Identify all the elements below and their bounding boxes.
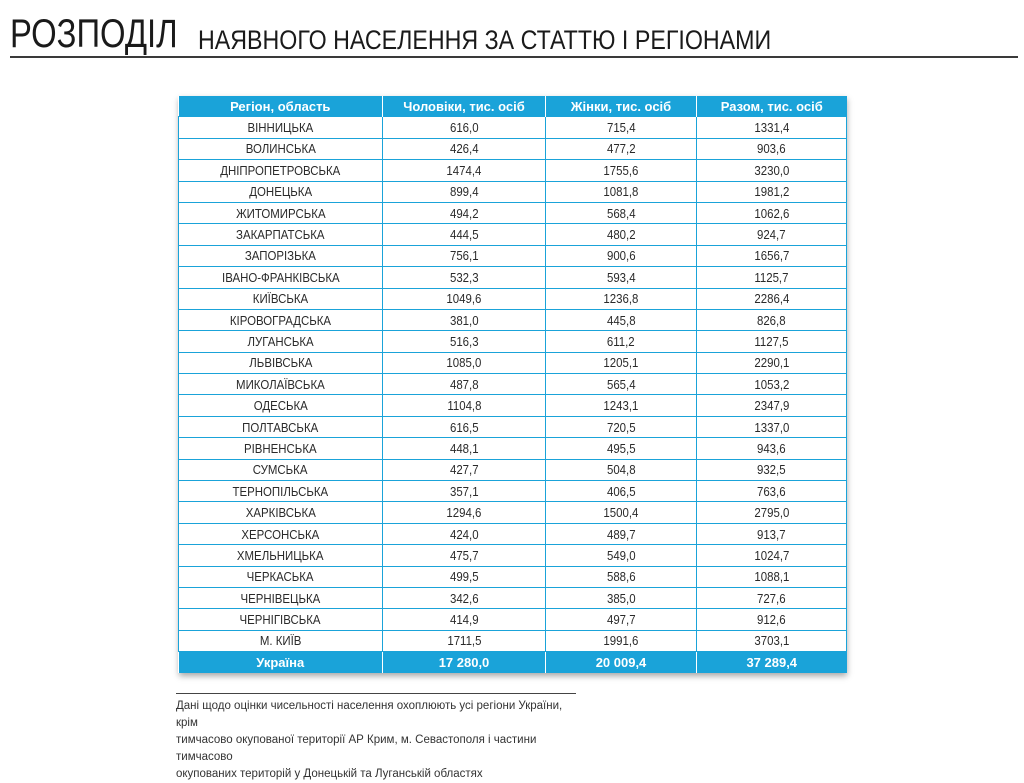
table-row <box>179 309 847 330</box>
cell-text: 903,6 <box>757 141 786 157</box>
region-cell <box>179 267 383 288</box>
cell-text: 342,6 <box>449 590 479 606</box>
table-header-row <box>179 96 847 117</box>
cell-text: 1024,7 <box>753 547 789 563</box>
table-row <box>179 160 847 181</box>
cell-text: 1711,5 <box>446 633 482 649</box>
cell-text: 516,3 <box>449 333 479 349</box>
cell-text: 616,0 <box>449 120 479 136</box>
cell-text: 2286,4 <box>753 291 789 307</box>
cell-text: 2347,9 <box>753 398 789 414</box>
total-cell <box>697 202 847 223</box>
table-row <box>179 630 847 651</box>
table-row <box>179 352 847 373</box>
cell-text: ЗАПОРІЗЬКА <box>244 248 317 264</box>
cell-text: 1125,7 <box>754 269 789 285</box>
men-cell <box>383 288 546 309</box>
total-women: 20 009,4 <box>546 652 697 673</box>
total-cell <box>697 502 847 523</box>
cell-text: 1991,6 <box>603 633 639 649</box>
cell-text: 385,0 <box>606 590 636 606</box>
men-cell <box>383 117 546 138</box>
cell-text: 616,5 <box>449 419 479 435</box>
cell-text: ХАРКІВСЬКА <box>245 505 316 521</box>
cell-text: 427,7 <box>449 462 479 478</box>
cell-text: 532,3 <box>449 269 479 285</box>
region-cell <box>179 331 383 352</box>
page-header <box>10 6 1018 58</box>
table-row <box>179 481 847 502</box>
cell-text: М. КИЇВ <box>259 633 302 649</box>
total-cell <box>697 523 847 544</box>
cell-text: 1331,4 <box>753 120 789 136</box>
cell-text: 424,0 <box>449 526 479 542</box>
women-cell <box>546 416 697 437</box>
cell-text: 912,6 <box>757 612 786 628</box>
men-cell <box>383 459 546 480</box>
cell-text: 406,5 <box>606 483 636 499</box>
women-cell <box>546 566 697 587</box>
cell-text: 1049,6 <box>446 291 482 307</box>
table-row <box>179 117 847 138</box>
cell-text: 1656,7 <box>753 248 789 264</box>
cell-text: РІВНЕНСЬКА <box>244 440 317 456</box>
table-row <box>179 545 847 566</box>
region-cell <box>179 138 383 159</box>
cell-text: 1474,4 <box>446 162 482 178</box>
total-cell <box>697 374 847 395</box>
cell-text: 1085,0 <box>446 355 482 371</box>
table-row <box>179 459 847 480</box>
table-total-row <box>179 652 847 673</box>
page-subtitle: НАЯВНОГО НАСЕЛЕННЯ ЗА СТАТТЮ І РЕГІОНАМИ <box>198 25 772 55</box>
table-row <box>179 245 847 266</box>
women-cell <box>546 630 697 651</box>
cell-text: ЧЕРНІВЕЦЬКА <box>240 590 321 606</box>
cell-text: 480,2 <box>606 227 636 243</box>
column-header-women: Жінки, тис. осіб <box>546 96 697 117</box>
men-cell <box>383 202 546 223</box>
cell-text: 715,4 <box>606 120 636 136</box>
women-cell <box>546 117 697 138</box>
women-cell <box>546 288 697 309</box>
column-header-region: Регіон, область <box>179 96 383 117</box>
region-cell <box>179 481 383 502</box>
women-cell <box>546 331 697 352</box>
cell-text: 489,7 <box>606 526 636 542</box>
region-cell <box>179 202 383 223</box>
table-row <box>179 587 847 608</box>
cell-text: ЧЕРНІГІВСЬКА <box>239 612 322 628</box>
men-cell <box>383 181 546 202</box>
cell-text: ЖИТОМИРСЬКА <box>235 205 326 221</box>
region-cell <box>179 438 383 459</box>
total-cell <box>697 395 847 416</box>
cell-text: ДОНЕЦЬКА <box>249 184 312 200</box>
table-row <box>179 523 847 544</box>
total-cell <box>697 352 847 373</box>
total-cell <box>697 545 847 566</box>
women-cell <box>546 459 697 480</box>
men-cell <box>383 224 546 245</box>
cell-text: 475,7 <box>449 547 479 563</box>
table-row <box>179 502 847 523</box>
cell-text: 1053,2 <box>753 376 789 392</box>
total-cell <box>697 138 847 159</box>
cell-text: 593,4 <box>606 269 636 285</box>
cell-text: ХМЕЛЬНИЦЬКА <box>237 547 324 563</box>
cell-text: 1127,5 <box>754 333 789 349</box>
cell-text: ВІННИЦЬКА <box>247 120 314 136</box>
cell-text: 448,1 <box>449 440 479 456</box>
cell-text: КІРОВОГРАДСЬКА <box>229 312 332 328</box>
cell-text: ЧЕРКАСЬКА <box>246 569 314 585</box>
total-cell <box>697 331 847 352</box>
cell-text: 495,5 <box>606 440 636 456</box>
region-cell <box>179 502 383 523</box>
cell-text: МИКОЛАЇВСЬКА <box>236 376 325 392</box>
cell-text: 3230,0 <box>753 162 789 178</box>
footnote-line: тимчасово окупованої території АР Крим, м. Севастополя і частини тимчасово <box>176 734 537 763</box>
men-cell <box>383 395 546 416</box>
cell-text: 1081,8 <box>603 184 639 200</box>
men-cell <box>383 374 546 395</box>
women-cell <box>546 224 697 245</box>
men-cell <box>383 502 546 523</box>
cell-text: 611,2 <box>607 333 635 349</box>
cell-text: 1062,6 <box>753 205 789 221</box>
women-cell <box>546 523 697 544</box>
cell-text: 1104,8 <box>446 398 482 414</box>
men-cell <box>383 331 546 352</box>
men-cell <box>383 566 546 587</box>
footnote-line: окупованих територій у Донецькій та Луганській областях <box>176 768 483 780</box>
region-cell <box>179 374 383 395</box>
cell-text: 756,1 <box>449 248 479 264</box>
cell-text: 3703,1 <box>753 633 789 649</box>
women-cell <box>546 181 697 202</box>
men-cell <box>383 160 546 181</box>
cell-text: 900,6 <box>606 248 636 264</box>
table-row <box>179 138 847 159</box>
total-cell <box>697 224 847 245</box>
population-table-container <box>178 96 846 673</box>
men-cell <box>383 481 546 502</box>
cell-text: 357,1 <box>449 483 479 499</box>
region-cell <box>179 523 383 544</box>
cell-text: 381,0 <box>449 312 479 328</box>
cell-text: ЗАКАРПАТСЬКА <box>236 227 325 243</box>
men-cell <box>383 438 546 459</box>
cell-text: ХЕРСОНСЬКА <box>241 526 320 542</box>
region-cell <box>179 288 383 309</box>
total-cell <box>697 288 847 309</box>
women-cell <box>546 374 697 395</box>
table-row <box>179 416 847 437</box>
cell-text: ТЕРНОПІЛЬСЬКА <box>232 483 329 499</box>
women-cell <box>546 502 697 523</box>
men-cell <box>383 630 546 651</box>
cell-text: 1500,4 <box>603 505 639 521</box>
table-row <box>179 224 847 245</box>
footnote <box>176 693 576 783</box>
cell-text: ДНІПРОПЕТРОВСЬКА <box>220 162 341 178</box>
region-cell <box>179 609 383 630</box>
cell-text: 913,7 <box>757 526 786 542</box>
total-cell <box>697 245 847 266</box>
women-cell <box>546 267 697 288</box>
cell-text: 1981,2 <box>753 184 789 200</box>
table-row <box>179 202 847 223</box>
cell-text: 426,4 <box>449 141 479 157</box>
women-cell <box>546 160 697 181</box>
women-cell <box>546 395 697 416</box>
total-men: 17 280,0 <box>383 652 546 673</box>
cell-text: 504,8 <box>606 462 636 478</box>
cell-text: 727,6 <box>757 590 786 606</box>
cell-text: 414,9 <box>449 612 479 628</box>
cell-text: 568,4 <box>606 205 636 221</box>
cell-text: 1755,6 <box>603 162 639 178</box>
region-cell <box>179 416 383 437</box>
table-row <box>179 181 847 202</box>
cell-text: 932,5 <box>757 462 786 478</box>
cell-text: ВОЛИНСЬКА <box>245 141 316 157</box>
total-cell <box>697 267 847 288</box>
cell-text: 720,5 <box>606 419 636 435</box>
total-cell <box>697 587 847 608</box>
region-cell <box>179 245 383 266</box>
women-cell <box>546 438 697 459</box>
region-cell <box>179 160 383 181</box>
cell-text: 924,7 <box>757 227 786 243</box>
table-row <box>179 438 847 459</box>
table-row <box>179 374 847 395</box>
cell-text: 1088,1 <box>753 569 789 585</box>
cell-text: ПОЛТАВСЬКА <box>242 419 319 435</box>
cell-text: 499,5 <box>449 569 479 585</box>
men-cell <box>383 352 546 373</box>
men-cell <box>383 245 546 266</box>
total-cell <box>697 160 847 181</box>
total-cell <box>697 181 847 202</box>
cell-text: 445,8 <box>606 312 636 328</box>
women-cell <box>546 309 697 330</box>
women-cell <box>546 587 697 608</box>
cell-text: ЛУГАНСЬКА <box>247 333 314 349</box>
men-cell <box>383 138 546 159</box>
cell-text: 549,0 <box>606 547 636 563</box>
cell-text: КИЇВСЬКА <box>252 291 309 307</box>
cell-text: ЛЬВІВСЬКА <box>248 355 313 371</box>
region-cell <box>179 459 383 480</box>
cell-text: 826,8 <box>757 312 786 328</box>
total-cell <box>697 459 847 480</box>
cell-text: 444,5 <box>449 227 479 243</box>
men-cell <box>383 609 546 630</box>
cell-text: 565,4 <box>606 376 636 392</box>
cell-text: 588,6 <box>606 569 636 585</box>
region-cell <box>179 587 383 608</box>
region-cell <box>179 566 383 587</box>
region-cell <box>179 181 383 202</box>
women-cell <box>546 352 697 373</box>
table-row <box>179 331 847 352</box>
total-all: 37 289,4 <box>697 652 847 673</box>
men-cell <box>383 267 546 288</box>
column-header-total: Разом, тис. осіб <box>697 96 847 117</box>
population-table <box>178 96 847 673</box>
total-label: Україна <box>179 652 383 673</box>
total-cell <box>697 416 847 437</box>
table-row <box>179 609 847 630</box>
total-cell <box>697 630 847 651</box>
cell-text: 943,6 <box>757 440 786 456</box>
cell-text: 494,2 <box>449 205 479 221</box>
table-row <box>179 566 847 587</box>
cell-text: 1337,0 <box>753 419 789 435</box>
women-cell <box>546 545 697 566</box>
footnote-line: Дані щодо оцінки чисельності населення охоплюють усі регіони України, крім <box>176 700 563 729</box>
cell-text: ОДЕСЬКА <box>253 398 308 414</box>
cell-text: 2795,0 <box>753 505 789 521</box>
cell-text: 477,2 <box>606 141 636 157</box>
men-cell <box>383 309 546 330</box>
cell-text: 497,7 <box>606 612 636 628</box>
region-cell <box>179 630 383 651</box>
table-row <box>179 288 847 309</box>
total-cell <box>697 481 847 502</box>
cell-text: 1294,6 <box>446 505 482 521</box>
cell-text: 1243,1 <box>603 398 639 414</box>
cell-text: 2290,1 <box>753 355 789 371</box>
men-cell <box>383 523 546 544</box>
total-cell <box>697 609 847 630</box>
region-cell <box>179 224 383 245</box>
region-cell <box>179 545 383 566</box>
total-cell <box>697 117 847 138</box>
total-cell <box>697 566 847 587</box>
region-cell <box>179 352 383 373</box>
cell-text: СУМСЬКА <box>253 462 308 478</box>
total-cell <box>697 309 847 330</box>
men-cell <box>383 416 546 437</box>
total-cell <box>697 438 847 459</box>
table-row <box>179 267 847 288</box>
region-cell <box>179 117 383 138</box>
women-cell <box>546 245 697 266</box>
cell-text: ІВАНО-ФРАНКІВСЬКА <box>221 269 340 285</box>
region-cell <box>179 309 383 330</box>
cell-text: 487,8 <box>449 376 479 392</box>
women-cell <box>546 609 697 630</box>
cell-text: 899,4 <box>449 184 479 200</box>
women-cell <box>546 481 697 502</box>
women-cell <box>546 138 697 159</box>
table-body <box>179 117 847 652</box>
cell-text: 763,6 <box>757 483 786 499</box>
table-row <box>179 395 847 416</box>
cell-text: 1205,1 <box>603 355 639 371</box>
column-header-men: Чоловіки, тис. осіб <box>383 96 546 117</box>
page-title: РОЗПОДІЛ <box>10 12 178 56</box>
region-cell <box>179 395 383 416</box>
women-cell <box>546 202 697 223</box>
men-cell <box>383 545 546 566</box>
cell-text: 1236,8 <box>603 291 639 307</box>
men-cell <box>383 587 546 608</box>
